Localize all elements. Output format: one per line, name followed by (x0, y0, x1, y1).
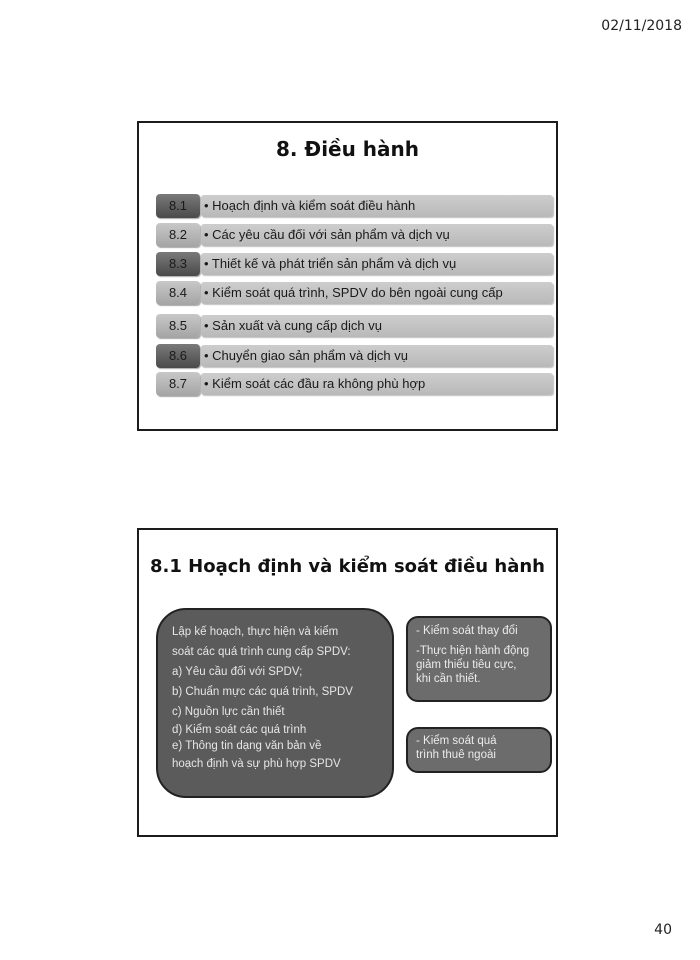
slide-operational-planning (137, 528, 558, 837)
box-line: - Kiểm soát thay đổi (416, 625, 518, 637)
box-line: khi cần thiết. (416, 673, 481, 685)
box-line: -Thực hiện hành động (416, 645, 530, 657)
clause-row (156, 344, 553, 368)
clause-row (156, 314, 553, 338)
box-line: a) Yêu cầu đối với SPDV; (172, 666, 303, 678)
clause-label: • Sản xuất và cung cấp dịch vụ (201, 315, 553, 337)
box-line: soát các quá trình cung cấp SPDV: (172, 646, 351, 658)
clause-label: • Kiểm soát các đầu ra không phù hợp (201, 373, 553, 395)
clause-number: 8.4 (156, 281, 200, 305)
slide-operations-overview (137, 121, 558, 431)
clause-number: 8.7 (156, 372, 200, 396)
clause-row (156, 372, 553, 396)
clause-row (156, 281, 553, 305)
clause-number: 8.5 (156, 314, 200, 338)
box-line: b) Chuẩn mực các quá trình, SPDV (172, 686, 353, 698)
box-line: hoạch định và sự phù hợp SPDV (172, 758, 341, 770)
slide-title: 8. Điều hành (275, 137, 420, 161)
box-line: c) Nguồn lực cần thiết (172, 706, 285, 718)
clause-label: • Các yêu cầu đối với sản phẩm và dịch vụ (201, 224, 553, 246)
box-line: d) Kiểm soát các quá trình (172, 724, 307, 736)
box-line: trình thuê ngoài (416, 749, 496, 761)
box-line: e) Thông tin dạng văn bản về (172, 740, 322, 752)
clause-row (156, 223, 553, 247)
clause-number: 8.1 (156, 194, 200, 218)
page-number: 40 (654, 922, 672, 938)
clause-label: • Kiểm soát quá trình, SPDV do bên ngoài cung cấp (201, 282, 553, 304)
outsourcing-control-box (406, 727, 552, 773)
clause-label: • Hoạch định và kiểm soát điều hành (201, 195, 553, 217)
box-line: Lập kế hoạch, thực hiện và kiểm (172, 626, 339, 638)
clause-row (156, 252, 553, 276)
clause-number: 8.3 (156, 252, 200, 276)
box-line: giảm thiểu tiêu cực, (416, 659, 517, 671)
page-date: 02/11/2018 (601, 18, 682, 34)
clause-row (156, 194, 553, 218)
clause-label: • Chuyển giao sản phẩm và dịch vụ (201, 345, 553, 367)
clause-number: 8.6 (156, 344, 200, 368)
box-line: - Kiểm soát quá (416, 735, 497, 747)
planning-requirements-box (156, 608, 394, 798)
slide-title: 8.1 Hoạch định và kiểm soát điều hành (150, 556, 545, 577)
clause-label: • Thiết kế và phát triển sản phẩm và dịch vụ (201, 253, 553, 275)
clause-number: 8.2 (156, 223, 200, 247)
change-control-box (406, 616, 552, 702)
